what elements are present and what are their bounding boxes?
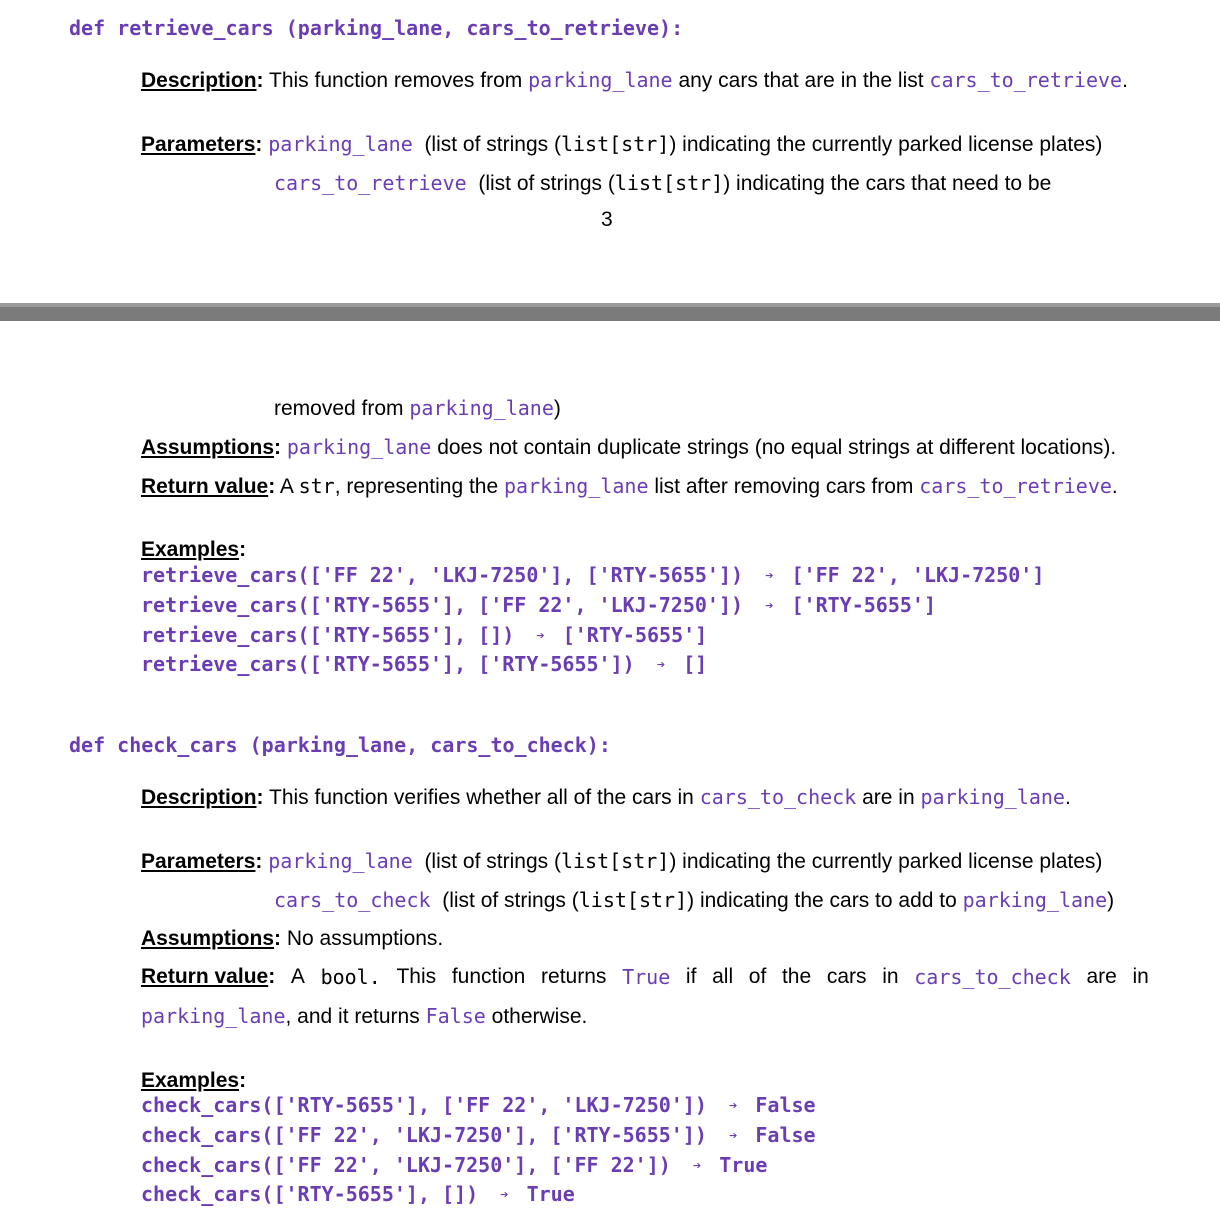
func2-return-line2-end: otherwise. [491,1005,588,1028]
func1-assumptions: Assumptions: parking_lane does not contain duplicate strings (no equal strings at different locations). [141,435,1117,459]
func2-return-word: the [781,965,812,988]
func1-param2-continuation [274,394,561,423]
func1-return-cars: cars_to_retrieve [919,474,1112,498]
func2-description-parking-lane: parking_lane [920,785,1065,809]
func2-param2-type: list[str] [578,888,688,912]
func2-param1-type: list[str] [560,849,670,873]
func2-return-word: of [748,965,767,988]
func2-examples-heading: Examples: [141,1069,247,1092]
func2-example-4-result: True [526,1182,575,1206]
arrow-icon: ➔ [536,628,545,644]
func2-signature [69,731,611,759]
func2-param2-close: ) [1107,889,1115,912]
func2-description-cars: cars_to_check [699,785,857,809]
func1-param2-cont-post: ) [553,397,561,420]
func1-param2-type: list[str] [614,171,724,195]
arrow-icon: ➔ [728,1098,738,1114]
func2-example-1-call: check_cars(['RTY-5655'], ['FF 22', 'LKJ-7250']) [141,1093,707,1117]
func2-assumptions-text: No assumptions. [286,927,444,950]
func1-example-2-result: ['RTY-5655'] [791,593,936,617]
func2-example-3 [141,1151,767,1180]
func1-assumptions-text: does not contain duplicate strings (no equal strings at different locations). [437,436,1117,459]
func2-description-mid: are in [862,786,915,809]
func1-return: Return value: A str, representing the parking_lane list after removing cars from cars_to_retrieve. [141,474,1118,498]
func2-param1: Parameters: parking_lane (list of strings (list[str]) indicating the currently parked license plates) [141,849,1103,873]
func1-param1-name: parking_lane [268,132,413,156]
func1-example-3-call: retrieve_cars(['RTY-5655'], []) [141,623,515,647]
func2-return-word: if [685,965,697,988]
func2-param2-name: cars_to_check [274,888,431,912]
func2-params: (parking_lane, cars_to_check): [249,733,611,757]
func2-param1-desc-post: ) indicating the currently parked license plates) [669,850,1103,873]
func2-return-word: returns [541,965,607,988]
func2-name: check_cars [117,733,238,757]
func1-description-cars: cars_to_retrieve [929,68,1123,92]
arrow-icon: ➔ [765,598,774,614]
func1-return-pre: A [279,475,293,498]
func1-example-4 [141,650,707,679]
func1-description: Description: This function removes from parking_lane any cars that are in the list cars_to_retrieve. [141,68,1128,92]
func2-examples-label: Examples [141,1069,240,1092]
func1-param2 [274,169,1051,198]
arrow-icon: ➔ [656,657,666,673]
func1-example-3 [141,621,707,650]
func2-param1-name: parking_lane [268,849,413,873]
arrow-icon: ➔ [728,1128,738,1144]
func1-param2-cont-parking-lane: parking_lane [409,396,554,420]
func2-example-2-result: False [755,1123,816,1147]
func1-param1-desc-pre: (list of strings ( [424,133,561,156]
func2-return-word: This [396,965,437,988]
func1-example-4-call: retrieve_cars(['RTY-5655'], ['RTY-5655']) [141,652,635,676]
page-break-divider [0,303,1220,321]
func2-param2-parking-lane: parking_lane [962,888,1108,912]
func1-example-1 [141,561,1044,590]
func1-params: (parking_lane, cars_to_retrieve): [285,16,684,40]
func2-example-4-call: check_cars(['RTY-5655'], []) [141,1182,479,1206]
func2-return-label: Return value [141,965,269,988]
func1-parameters-label: Parameters [141,133,256,156]
func2-example-2 [141,1121,816,1150]
func2-return-parking-lane: parking_lane [141,1004,286,1028]
func2-return-false: False [425,1004,486,1028]
func2-assumptions-label: Assumptions [141,927,275,950]
func2-description: Description: This function verifies whether all of the cars in cars_to_check are in parking_lane. [141,785,1071,809]
func1-return-parking-lane: parking_lane [504,474,649,498]
func1-param2-name: cars_to_retrieve [274,171,467,195]
func1-def-keyword: def [69,16,106,40]
func1-name: retrieve_cars [117,16,274,40]
func2-return-type: bool. [320,965,381,989]
func2-return-line2 [141,1002,587,1031]
func1-example-2 [141,591,936,620]
func2-param1-desc-pre: (list of strings ( [424,850,561,873]
func1-assumptions-label: Assumptions [141,436,275,459]
func2-assumptions: Assumptions: No assumptions. [141,927,444,950]
func1-description-parking-lane: parking_lane [528,68,673,92]
func2-return-word: in [882,965,899,988]
func2-def-keyword: def [69,733,106,757]
func1-param1: Parameters: parking_lane (list of strings (list[str]) indicating the currently parked license plates) [141,132,1103,156]
func1-return-mid: , representing the [334,475,499,498]
func2-param2 [274,886,1114,915]
func1-assumptions-parking-lane: parking_lane [286,435,432,459]
func1-description-label: Description [141,69,257,92]
func1-return-label: Return value [141,475,269,498]
func2-return-word: in [1132,965,1149,988]
func2-return-line2-post: , and it returns [285,1005,420,1028]
func2-description-pre: This function verifies whether all of the cars in [269,786,694,809]
func1-param2-desc-post: ) indicating the cars that need to be [723,172,1052,195]
arrow-icon: ➔ [500,1187,509,1203]
func1-param1-desc-post: ) indicating the currently parked license plates) [669,133,1103,156]
func2-example-4 [141,1180,575,1209]
func2-example-3-call: check_cars(['FF 22', 'LKJ-7250'], ['FF 22']) [141,1153,671,1177]
func1-param2-cont-pre: removed from [274,397,404,420]
func1-param1-type: list[str] [560,132,670,156]
func2-example-3-result: True [719,1153,768,1177]
func2-return-word: all [712,965,734,988]
func2-example-1-result: False [755,1093,816,1117]
func1-description-pre: This function removes from [269,69,523,92]
func1-example-1-result: ['FF 22', 'LKJ-7250'] [791,563,1045,587]
func1-example-4-result: [] [683,652,708,676]
func2-return-word: A [290,965,305,988]
func1-param2-desc-pre: (list of strings ( [478,172,615,195]
func2-return-word: are [1086,965,1117,988]
func1-return-type: str [298,474,335,498]
func1-signature [69,14,683,42]
func2-parameters-label: Parameters [141,850,256,873]
func2-return-true: True [622,965,671,989]
func1-example-3-result: ['RTY-5655'] [562,623,708,647]
func2-return-line1: Return value: A bool. This function returns True if all of the cars in cars_to_check are in [141,965,1149,989]
func1-example-2-call: retrieve_cars(['RTY-5655'], ['FF 22', 'LKJ-7250']) [141,593,744,617]
func2-return-word: cars [826,965,867,988]
arrow-icon: ➔ [765,568,774,584]
func2-return-word: function [451,965,526,988]
arrow-icon: ➔ [692,1158,702,1174]
func1-examples-label: Examples [141,538,240,561]
func1-examples-heading: Examples: [141,538,247,561]
func2-example-1 [141,1091,816,1120]
func1-example-1-call: retrieve_cars(['FF 22', 'LKJ-7250'], ['RTY-5655']) [141,563,744,587]
func2-param2-desc-post: ) indicating the cars to add to [687,889,957,912]
func2-return-cars: cars_to_check [914,965,1071,989]
func1-return-mid2: list after removing cars from [654,475,914,498]
func2-example-2-call: check_cars(['FF 22', 'LKJ-7250'], ['RTY-5655']) [141,1123,707,1147]
func1-description-mid: any cars that are in the list [678,69,924,92]
page-number: 3 [601,208,613,231]
func2-param2-desc-pre: (list of strings ( [442,889,579,912]
func2-description-label: Description [141,786,257,809]
